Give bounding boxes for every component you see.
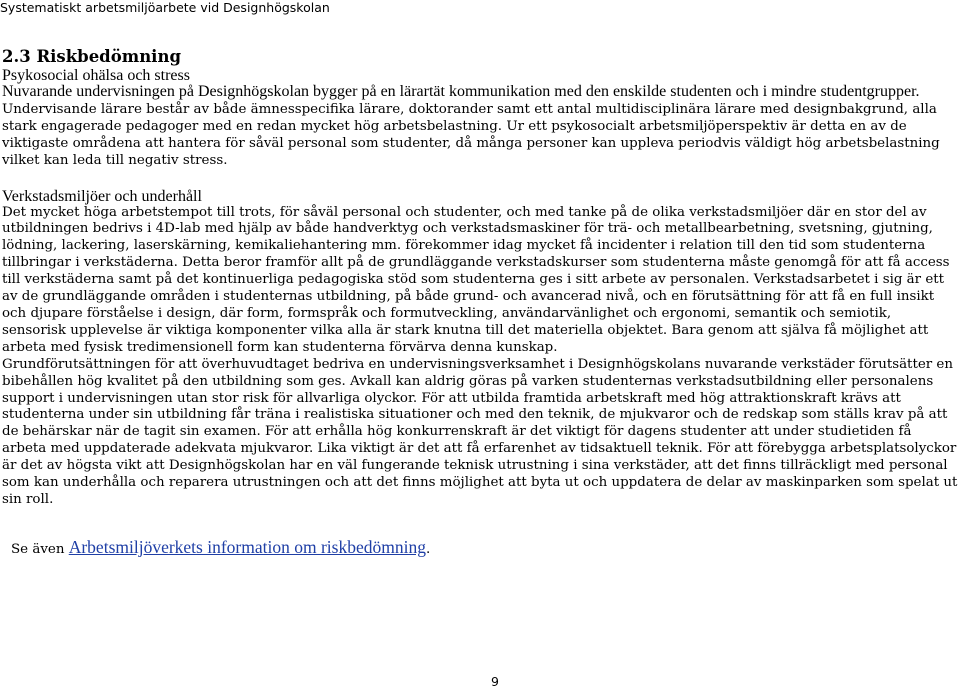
risk-assessment-link[interactable]: Arbetsmiljöverkets information om riskbedömning xyxy=(68,537,426,557)
paragraph-workshop-lead: Det mycket höga arbetstempot till trots, för såväl personal och studenter, och med tanke på de olika verkstadsmiljöer där en stor del av utbildningen bedrivs i 4D-lab med hjälp av både handverktyg och verkstadsmaskiner för trä- och metallbearbetning, svetsning, gjutning, lödning, lackering, laserskärning, kemikaliehantering mm. förekommer idag mycket få incidenter i relation till den tid som studenterna tillbringar i verkstäderna. xyxy=(2,204,933,271)
see-also xyxy=(11,538,430,559)
paragraph-psychosocial xyxy=(2,84,958,170)
document-body xyxy=(2,47,958,509)
paragraph-workshop xyxy=(2,205,958,357)
section-heading: 2.3 Riskbedömning xyxy=(2,47,181,66)
paragraph-workshop-2: Grundförutsättningen för att överhuvudtaget bedriva en undervisningsverksamhet i Designhögskolans nuvarande verkstäder förutsätter en bibehållen hög kvalitet på den utbildning som ges. Avkall kan aldrig göras på varken studenternas verkstadsutbildning eller personalens support i undervisningen utan stor risk för allvarliga olyckor. För att utbilda framtida arbetskraft med hög attraktionskraft krävs att studenterna under sin utbildning får träna i realistiska situationer och med den teknik, de mjukvaror och de redskap som ställs krav på att de behärskar när de tagit sin examen. För att erhålla hög konkurrenskraft är det viktigt för dagens studenter att under studietiden få arbeta med uppdaterade adekvata mjukvaror. Lika viktigt är det att få erfarenhet av tidsaktuell teknik. För att förebygga arbetsplatsolyckor är det av högsta vikt att Designhögskolan har en väl fungerande teknisk utrustning i sina verkstäder, att det finns tillräckligt med personal som kan underhålla och reparera utrustningen och att det finns möjlighet att byta ut och uppdatera de delar av maskinparken som spelat ut sin roll. xyxy=(2,356,958,507)
subheading-psychosocial: Psykosocial ohälsa och stress xyxy=(2,67,190,84)
subheading-workshop: Verkstadsmiljöer och underhåll xyxy=(2,187,202,205)
paragraph-psychosocial-body: Undervisande lärare består av både ämnesspecifika lärare, doktorander samt ett antal multidisciplinära lärare med designbakgrund, alla stark engagerade pedagoger med en redan mycket hög arbetsbelastning. Ur ett psykosocialt arbetsmiljöperspektiv är detta en av de viktigaste områdena att hantera för såväl personal som studenter, då många personer kan uppleva periodvis väldigt hög arbetsbelastning vilket kan leda till negativ stress. xyxy=(2,101,940,168)
running-header: Systematiskt arbetsmiljöarbete vid Designhögskolan xyxy=(0,0,330,15)
paragraph-psychosocial-lead: Nuvarande undervisningen på Designhögskolan bygger på en lärartät kommunikation med den enskilde studenten och i mindre studentgrupper. xyxy=(2,83,920,100)
see-also-prefix: Se även xyxy=(11,542,69,557)
see-also-suffix: . xyxy=(425,542,431,557)
page-number: 9 xyxy=(491,674,499,689)
paragraph-workshop-body: Detta beror framför allt på de grundläggande verkstadskurser som studenterna måste genomgå för att få access till verkstäderna samt på det kontinuerliga pedagogiska stöd som studenterna ges i sitt arbete av personalen. Verkstadsarbetet i sig är ett av de grundläggande områden i studenternas utbildning, på både grund- och avancerad nivå, och en förutsättning för att få en full insikt och djupare förståelse i design, där form, formspråk och formutveckling, användarvänlighet och ergonomi, semantik och semiotik, sensorisk upplevelse är viktiga komponenter vilka alla är stark knutna till det materiella objektet. Bara genom att själva få möjlighet att arbeta med fysisk tredimensionell form kan studenterna förvärva denna kunskap. xyxy=(2,255,950,355)
